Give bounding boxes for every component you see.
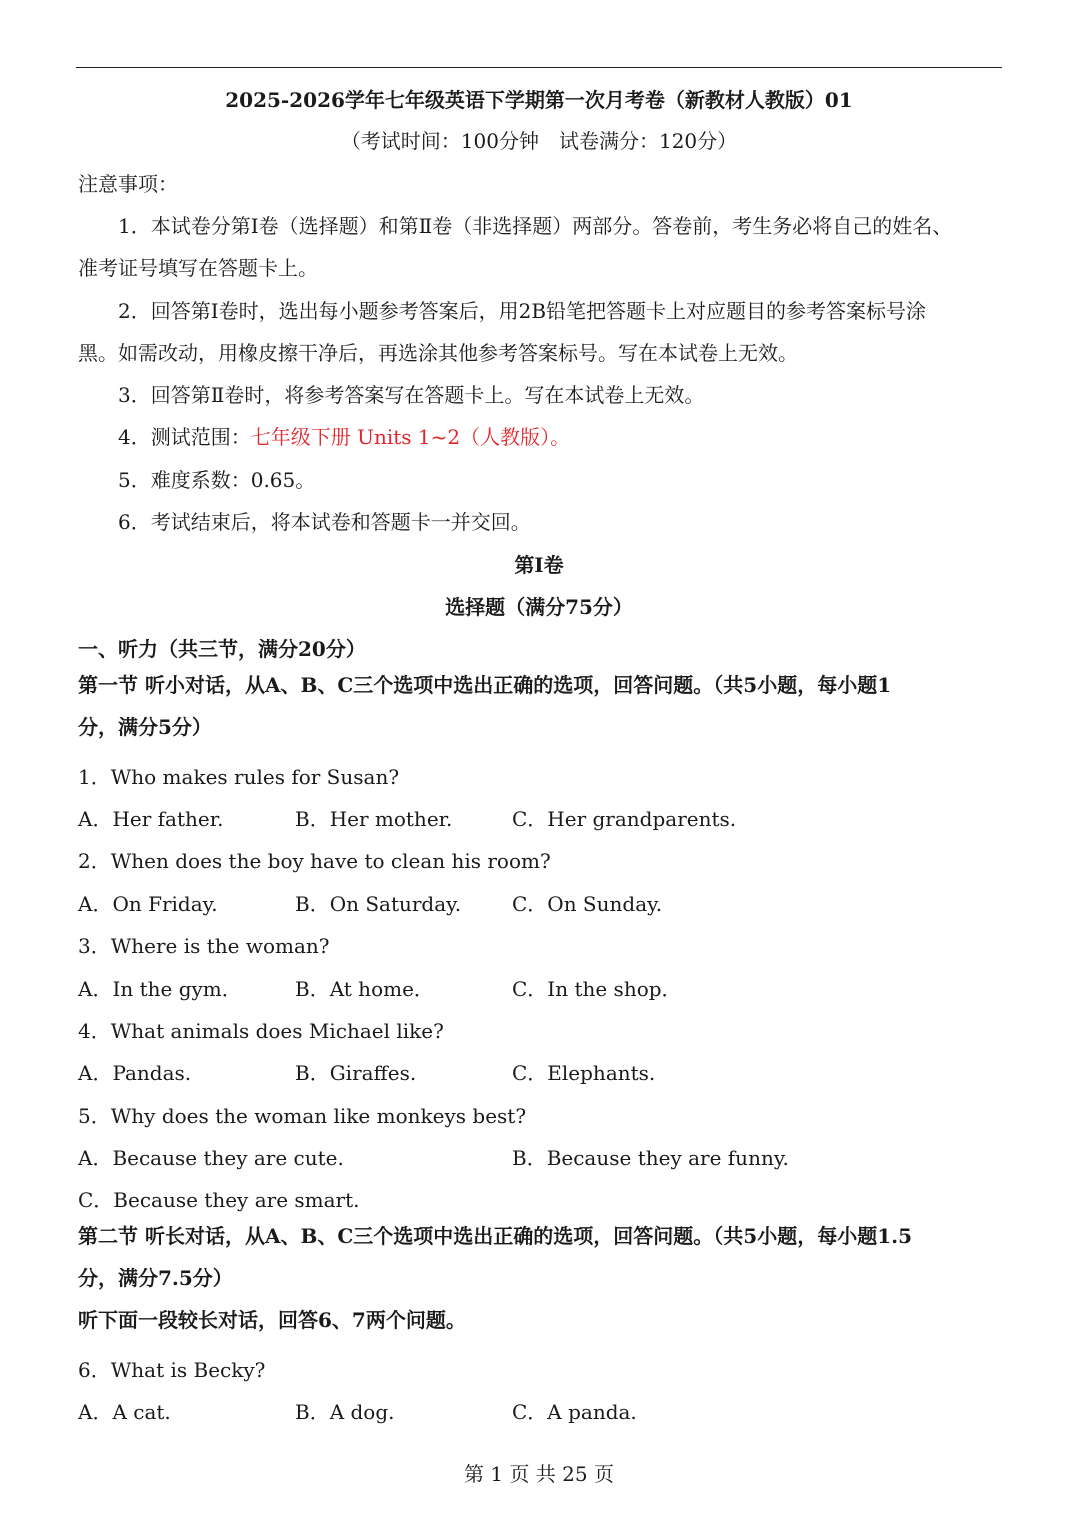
sub-section-1-line-1: 第一节 听小对话，从A、B、C三个选项中选出正确的选项，回答问题。（共5小题，每小题1 [78, 673, 892, 697]
sub-section-2-line-2: 分，满分7.5分） [78, 1266, 233, 1290]
exam-title: 2025-2026学年七年级英语下学期第一次月考卷（新教材人教版）01 [225, 88, 853, 112]
note-5: 5．难度系数：0.65。 [118, 468, 316, 492]
question-5-option-a: A．Because they are cute. [78, 1146, 344, 1170]
question-3-option-a: A．In the gym． [78, 977, 242, 1001]
sub-section-2-line-1: 第二节 听长对话，从A、B、C三个选项中选出正确的选项，回答问题。（共5小题，每小题1.5 [78, 1224, 913, 1248]
note-3: 3．回答第Ⅱ卷时，将参考答案写在答题卡上。写在本试卷上无效。 [118, 383, 705, 407]
question-6-option-c: C．A panda. [512, 1400, 637, 1424]
part-1-heading: 一、听力（共三节，满分20分） [78, 637, 366, 661]
question-5-option-b: B．Because they are funny. [512, 1146, 789, 1170]
note-6: 6．考试结束后，将本试卷和答题卡一并交回。 [118, 510, 531, 534]
sub-section-2-instruction: 听下面一段较长对话，回答6、7两个问题。 [78, 1308, 466, 1332]
note-1-line-1: 1．本试卷分第Ⅰ卷（选择题）和第Ⅱ卷（非选择题）两部分。答卷前，考生务必将自己的姓名、 [118, 214, 953, 238]
question-3: 3．Where is the woman? [78, 934, 330, 958]
page-number: 第 1 页 共 25 页 [464, 1462, 614, 1486]
question-2: 2．When does the boy have to clean his room? [78, 849, 551, 873]
question-4-option-a: A．Pandas. [78, 1061, 192, 1085]
exam-subtitle: （考试时间：100分钟 试卷满分：120分） [340, 129, 738, 153]
question-5-option-c: C．Because they are smart. [78, 1188, 360, 1212]
question-2-option-c: C．On Sunday. [512, 892, 663, 916]
volume-heading: 第Ⅰ卷 [514, 553, 564, 577]
question-2-option-b: B．On Saturday. [295, 892, 462, 916]
note-1-line-2: 准考证号填写在答题卡上。 [78, 256, 318, 280]
question-1: 1．Who makes rules for Susan? [78, 765, 400, 789]
note-4-prefix: 4．测试范围： [118, 425, 251, 449]
question-6-option-b: B．A dog. [295, 1400, 395, 1424]
question-4-option-b: B．Giraffes. [295, 1061, 417, 1085]
question-2-option-a: A．On Friday. [78, 892, 218, 916]
question-4-option-c: C．Elephants. [512, 1061, 656, 1085]
note-2-line-2: 黑。如需改动，用橡皮擦干净后，再选涂其他参考答案标号。写在本试卷上无效。 [78, 341, 798, 365]
question-4: 4．What animals does Michael like? [78, 1019, 444, 1043]
question-3-option-c: C．In the shop． [512, 977, 682, 1001]
header-rule [76, 67, 1002, 68]
notes-heading: 注意事项： [78, 172, 178, 196]
question-1-option-b: B．Her mother. [295, 807, 453, 831]
note-4 [118, 424, 570, 450]
sub-section-1-line-2: 分，满分5分） [78, 715, 212, 739]
question-6-option-a: A．A cat. [78, 1400, 171, 1424]
question-1-option-a: A．Her father. [78, 807, 224, 831]
question-1-option-c: C．Her grandparents. [512, 807, 737, 831]
note-2-line-1: 2．回答第Ⅰ卷时，选出每小题参考答案后，用2B铅笔把答题卡上对应题目的参考答案标号涂 [118, 299, 927, 323]
note-4-scope: 七年级下册 Units 1~2（人教版）。 [250, 425, 571, 449]
volume-title: 选择题（满分75分） [445, 595, 633, 619]
question-3-option-b: B．At home． [295, 977, 434, 1001]
question-6: 6．What is Becky? [78, 1358, 266, 1382]
question-5: 5．Why does the woman like monkeys best? [78, 1104, 527, 1128]
